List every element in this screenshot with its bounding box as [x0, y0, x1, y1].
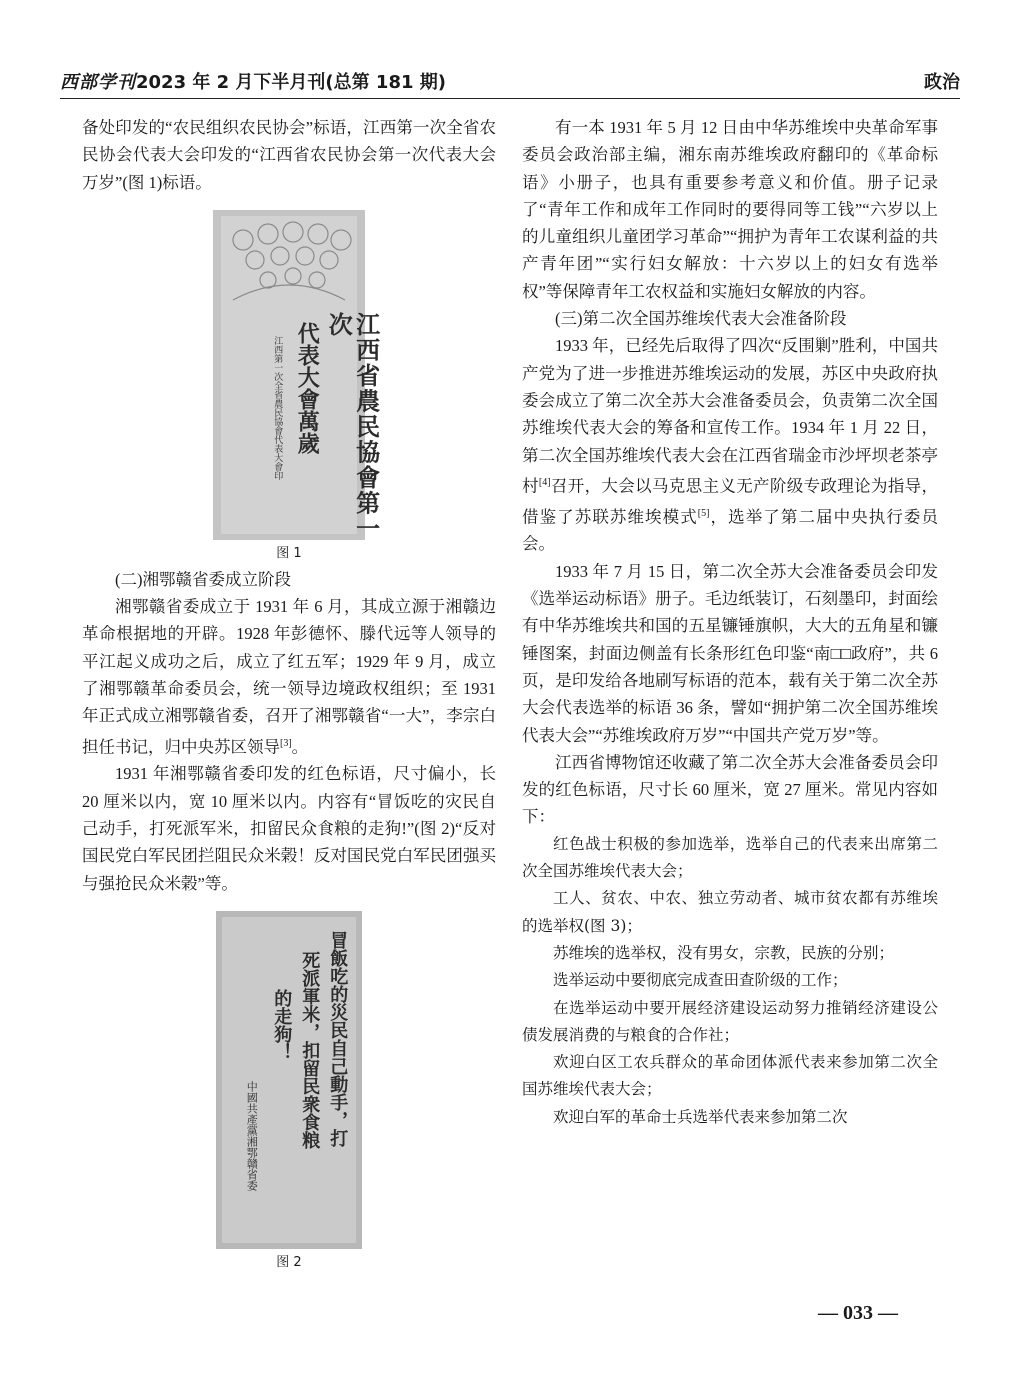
slogan-item: 欢迎白军的革命士兵选举代表来参加第二次 [553, 1107, 848, 1126]
figure-1-issuer-line: 江西第一次全省農民協會代表大會印 [272, 335, 283, 480]
slogan-item: 在选举运动中要开展经济建设运动努力推销经济建设公债发展消费的与粮食的合作社； [522, 998, 938, 1044]
paragraph: 备处印发的“农民组织农民协会”标语，江西第一次全省农民协会代表大会印发的“江西省农民协会第一次代表大会万岁”(图 1)标语。 [82, 118, 496, 192]
figure-2-slogan-line-1: 冒飯吃的災民自己動手，打 [327, 930, 349, 1147]
slogan-item: 苏维埃的选举权，没有男女，宗教，民族的分别； [553, 943, 895, 962]
page-number: — 033 — [818, 1302, 898, 1324]
paragraph: 1933 年 7 月 15 日，第二次全苏大会准备委员会印发《选举运动标语》册子。毛边纸装订，石刻墨印，封面绘有中华苏维埃共和国的五星镰锤旗帜，大大的五角星和镰锤图案，封面边侧盖有长条形红色印鉴“南□□政府”，共 6 页，是印发给各地刷写标语的范本，载有关于第二次全苏大会代表选举的标语 36 条，譬如“拥护第二次全国苏维埃代表大会”“苏维埃政府万岁”“中国共产党万岁”等。 [522, 561, 938, 745]
paragraph: 1931 年湘鄂赣省委印发的红色标语，尺寸偏小，长 20 厘米以内，宽 10 厘米以内。内容有“冒饭吃的灾民自己动手，打死派军米，扣留民众食粮的走狗!”(图 2)“反对国民党白军民团拦阻民众米榖！反对国民党白军民团强买与强抢民众米榖”等。 [82, 764, 496, 893]
figure-2-slogan-line-3: 的走狗！ [271, 988, 293, 1061]
section-name: 政治 [924, 72, 960, 93]
figure-2-photo [216, 911, 362, 1249]
figure-2-issuer-line: 中國共產黨湘鄂贛省委 [245, 1080, 259, 1191]
slogan-item: 工人、贫农、中农、独立劳动者、城市贫农都有苏维埃的选举权(图 3)； [522, 889, 938, 935]
citation-5: [5] [697, 507, 710, 519]
citation-4: [4] [538, 476, 551, 488]
slogan-item: 选举运动中要彻底完成查田查阶级的工作； [553, 971, 848, 990]
header-journal-issue [60, 68, 446, 94]
header-rule [60, 98, 960, 99]
figure-1-slogan-line-2: 代表大會萬歲 [294, 321, 321, 454]
paragraph: 江西省博物馆还收藏了第二次全苏大会准备委员会印发的红色标语，尺寸长 60 厘米，宽 27 厘米。常见内容如下： [522, 752, 938, 827]
figure-1-photo [213, 210, 381, 540]
paragraph: 湘鄂赣省委成立于 1931 年 6 月，其成立源于湘赣边革命根据地的开辟。1928 年彭德怀、滕代远等人领导的平江起义成功之后，成立了红五军；1929 年 9 月，成立了湘鄂赣革命委员会，统一领导边境政权组织；至 1931 年正式成立湘鄂赣省委，召开了湘鄂赣省“一大”，李宗白担任书记，归中央苏区领导[3]。 [82, 597, 496, 757]
right-column [522, 114, 938, 1131]
figure-2-caption: 图 2 [276, 1254, 302, 1270]
issue-info: 2023 年 2 月下半月刊(总第 181 期) [136, 72, 446, 93]
left-column [82, 114, 496, 1275]
figure-2-slogan-line-2: 死派軍米，扣留民衆食粮 [299, 950, 321, 1149]
paragraph: 1933 年，已经先后取得了四次“反围剿”胜利，中国共产党为了进一步推进苏维埃运动的发展，苏区中央政府执委会成立了第二次全苏大会准备委员会，负责第二次全国苏维埃代表大会的筹备和宣传工作。1934 年 1 月 22 日，第二次全国苏维埃代表大会在江西省瑞金市沙坪坝老茶亭村[4]召开，大会以马克思主义无产阶级专政理论为指导，借鉴了苏联苏维埃模式[5]，选举了第二届中央执行委员会。 [522, 336, 939, 554]
journal-logo: 西部学刊 [60, 72, 136, 93]
slogan-item: 欢迎白区工农兵群众的革命团体派代表来参加第二次全国苏维埃代表大会； [522, 1053, 938, 1099]
slogan-item: 红色战士积极的参加选举，选举自己的代表来出席第二次全国苏维埃代表大会； [522, 834, 938, 881]
section-heading: (二)湘鄂赣省委成立阶段 [115, 569, 291, 589]
citation-3: [3] [280, 737, 292, 749]
figure-1-slogan-line-1: 江西省農民協會第一次 [324, 311, 381, 540]
running-header [60, 66, 960, 96]
paragraph: 有一本 1931 年 5 月 12 日由中华苏维埃中央革命军事委员会政治部主编，湘东南苏维埃政府翻印的《革命标语》小册子，也具有重要参考意义和价值。册子记录了“青年工作和成年工作同时的要得同等工钱”“六岁以上的儿童组织儿童团学习革命”“拥护为青年工农谋利益的共产青年团”“实行妇女解放：十六岁以上的妇女有选举权”等保障青年工农权益和实施妇女解放的内容。 [522, 118, 938, 301]
section-heading: (三)第二次全国苏维埃代表大会准备阶段 [555, 309, 847, 329]
figure-1-caption: 图 1 [276, 545, 302, 561]
